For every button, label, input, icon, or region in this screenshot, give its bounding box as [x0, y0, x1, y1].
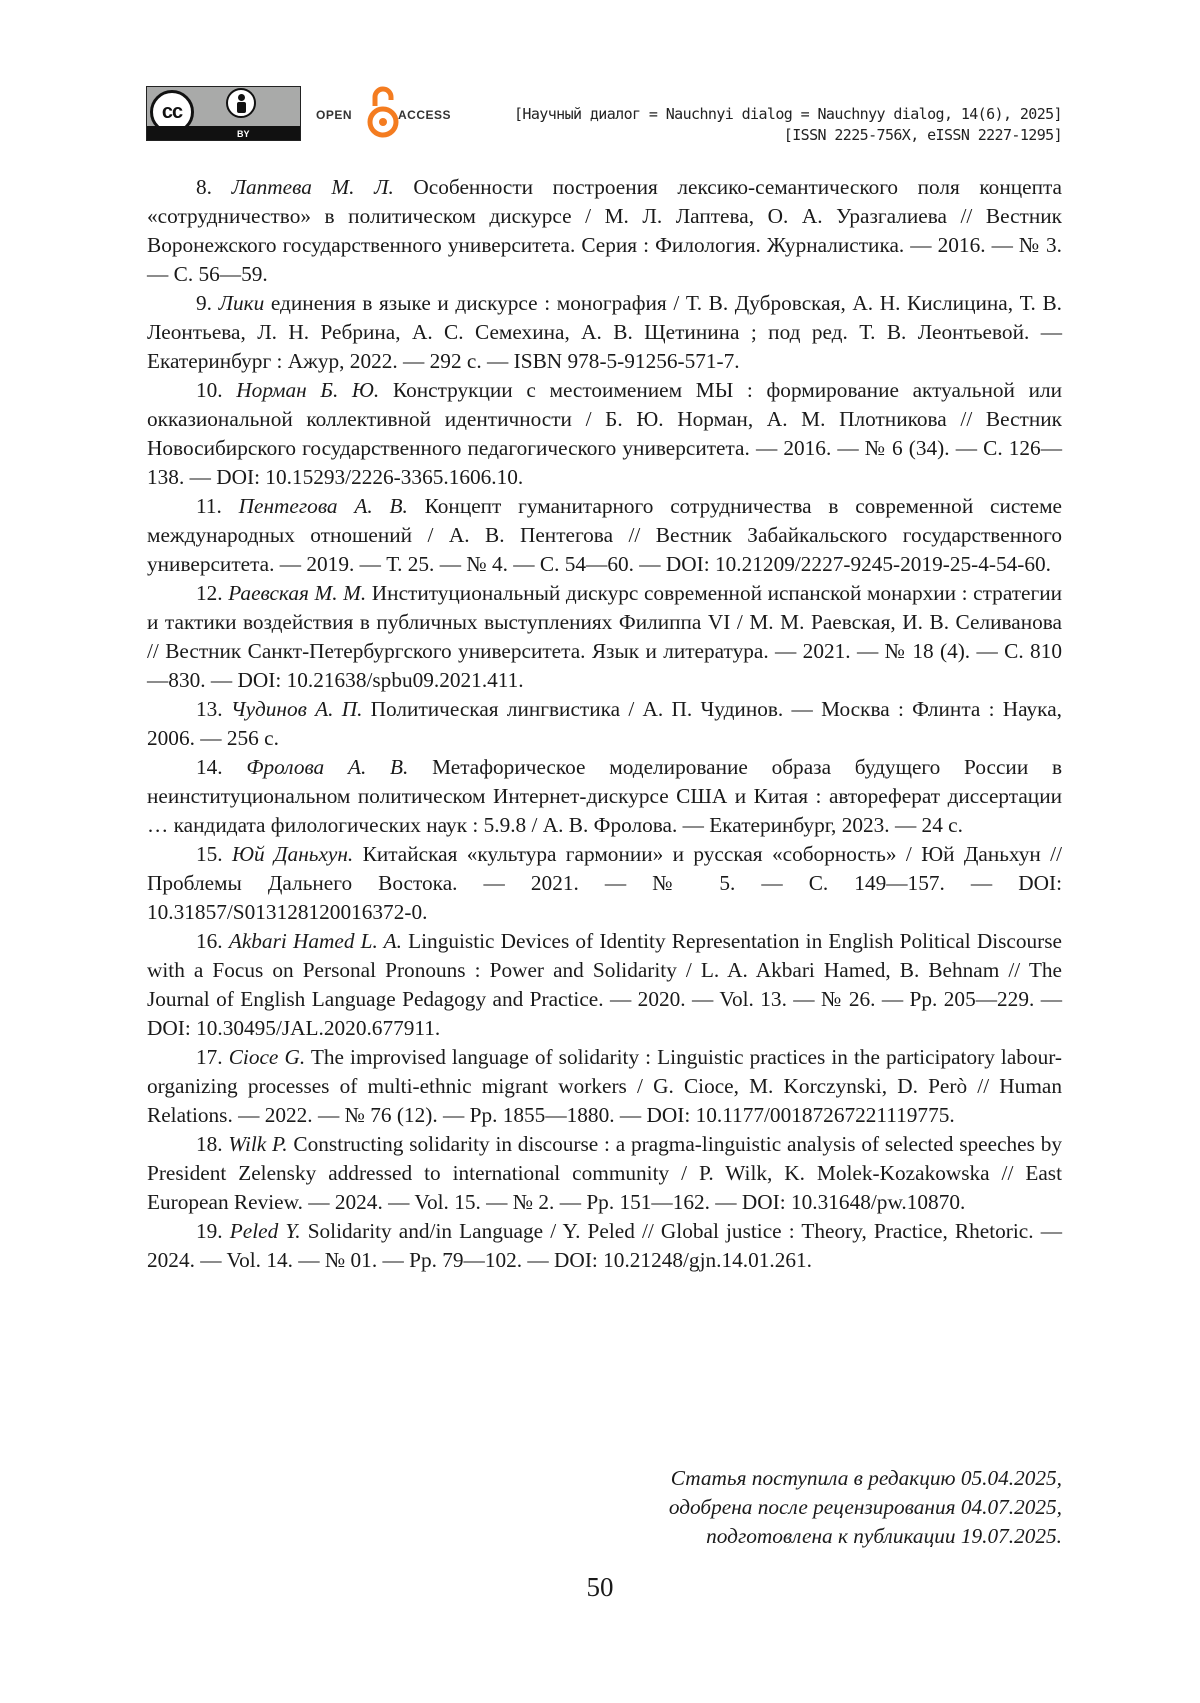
by-label: BY	[237, 129, 250, 139]
reference-item: 8. Лаптева М. Л. Особенности построения лексико-семантического поля концепта «сотрудничество» в политическом дискурсе / М. Л. Лаптева, О. А. Уразгалиева // Вестник Воронежского государственного университета. Серия : Филология. Журналистика. — 2016. — № 3. — С. 56—59.	[147, 175, 1062, 286]
reference-author: Норман Б. Ю.	[236, 378, 380, 402]
journal-title-line: [Научный диалог = Nauchnyi dialog = Nauchnyy dialog, 14(6), 2025]	[513, 105, 1062, 123]
reference-author: Фролова А. В.	[246, 755, 409, 779]
reference-item: 11. Пентегова А. В. Концепт гуманитарного сотрудничества в современной системе международных отношений / А. В. Пентегова // Вестник Забайкальского государственного университета. — 2019. — Т. 25. — № 4. — С. 54—60. — DOI: 10.21209/2227-9245-2019-25-4-54-60.	[147, 494, 1063, 576]
reference-author: Раевская М. М.	[228, 581, 367, 605]
reference-author: Юй Даньхун.	[232, 842, 354, 866]
open-access-lock-icon	[366, 84, 400, 140]
received-date: Статья поступила в редакцию 05.04.2025,	[670, 1466, 1062, 1490]
open-access-left-text: OPEN	[316, 108, 353, 122]
journal-citation-header	[514, 104, 1062, 146]
cc-icon: cc	[150, 90, 194, 134]
reference-author: Пентегова А. В.	[238, 494, 408, 518]
approved-date: одобрена после рецензирования 04.07.2025,	[668, 1495, 1062, 1519]
reference-list	[147, 173, 1062, 1275]
reference-author: Лики	[218, 291, 265, 315]
prepared-date: подготовлена к публикации 19.07.2025.	[706, 1524, 1062, 1548]
reference-author: Wilk P.	[228, 1132, 288, 1156]
reference-author: Peled Y.	[229, 1219, 301, 1243]
reference-item: 17. Cioce G. The improvised language of solidarity : Linguistic practices in the participatory labour-organizing processes of multi-ethnic migrant workers / G. Cioce, M. Korczynski, D. Però // Human Relations. — 2022. — № 76 (12). — Pp. 1855—1880. — DOI: 10.1177/00187267221119775.	[147, 1045, 1062, 1127]
reference-author: Чудинов А. П.	[230, 697, 363, 721]
reference-item: 13. Чудинов А. П. Политическая лингвистика / А. П. Чудинов. — Москва : Флинта : Наука, 2006. — 256 с.	[147, 697, 1062, 750]
reference-author: Cioce G.	[228, 1045, 306, 1069]
reference-item: 12. Раевская М. М. Институциональный дискурс современной испанской монархии : стратегии и тактики воздействия в публичных выступлениях Филиппа VI / М. М. Раевская, И. В. Селиванова // Вестник Санкт-Петербургского университета. Язык и литература. — 2021. — № 18 (4). — С. 810—830. — DOI: 10.21638/spbu09.2021.411.	[147, 581, 1063, 692]
reference-item: 9. Лики единения в языке и дискурсе : монография / Т. В. Дубровская, А. Н. Кислицина, Т. В. Леонтьева, Л. Н. Ребрина, А. С. Семехина, А. В. Щетинина ; под ред. Т. В. Леонтьевой. — Екатеринбург : Ажур, 2022. — 292 с. — ISBN 978-5-91256-571-7.	[147, 291, 1062, 373]
reference-author: Akbari Hamed L. A.	[228, 929, 402, 953]
open-access-logo	[316, 84, 456, 140]
reference-item: 16. Akbari Hamed L. A. Linguistic Devices of Identity Representation in English Political Discourse with a Focus on Personal Pronouns : Power and Solidarity / L. A. Akbari Hamed, B. Behnam // The Journal of English Language Pedagogy and Practice. — 2020. — Vol. 13. — № 26. — Pp. 205—229. — DOI: 10.30495/JAL.2020.677911.	[147, 929, 1063, 1040]
journal-issn-line: [ISSN 2225-756X, eISSN 2227-1295]	[783, 126, 1062, 144]
attribution-person-icon	[226, 88, 256, 118]
open-access-right-text: ACCESS	[398, 108, 452, 122]
cc-by-license-badge[interactable]	[146, 86, 301, 141]
reference-item: 18. Wilk P. Constructing solidarity in discourse : a pragma-linguistic analysis of selected speeches by President Zelensky addressed to international community / P. Wilk, K. Molek-Kozakowska // East European Review. — 2024. — Vol. 15. — № 2. — Pp. 151—162. — DOI: 10.31648/pw.10870.	[147, 1132, 1062, 1214]
reference-item: 19. Peled Y. Solidarity and/in Language / Y. Peled // Global justice : Theory, Practice, Rhetoric. — 2024. — Vol. 14. — № 01. — Pp. 79—102. — DOI: 10.21248/gjn.14.01.261.	[147, 1219, 1063, 1272]
reference-item: 15. Юй Даньхун. Китайская «культура гармонии» и русская «соборность» / Юй Даньхун // Проблемы Дальнего Востока. — 2021. — № 5. — С. 149—157. — DOI: 10.31857/S013128120016372-0.	[147, 842, 1063, 924]
reference-item: 10. Норман Б. Ю. Конструкции с местоимением МЫ : формирование актуальной или окказиональной коллективной идентичности / Б. Ю. Норман, А. М. Плотникова // Вестник Новосибирского государственного педагогического университета. — 2016. — № 6 (34). — С. 126—138. — DOI: 10.15293/2226-3365.1606.10.	[147, 378, 1063, 489]
page-number: 50	[586, 1572, 614, 1602]
reference-author: Лаптева М. Л.	[231, 175, 394, 199]
submission-dates	[669, 1464, 1062, 1551]
reference-item: 14. Фролова А. В. Метафорическое моделирование образа будущего России в неинституциональном политическом Интернет-дискурсе США и Китая : автореферат диссертации … кандидата филологических наук : 5.9.8 / А. В. Фролова. — Екатеринбург, 2023. — 24 с.	[147, 755, 1063, 837]
